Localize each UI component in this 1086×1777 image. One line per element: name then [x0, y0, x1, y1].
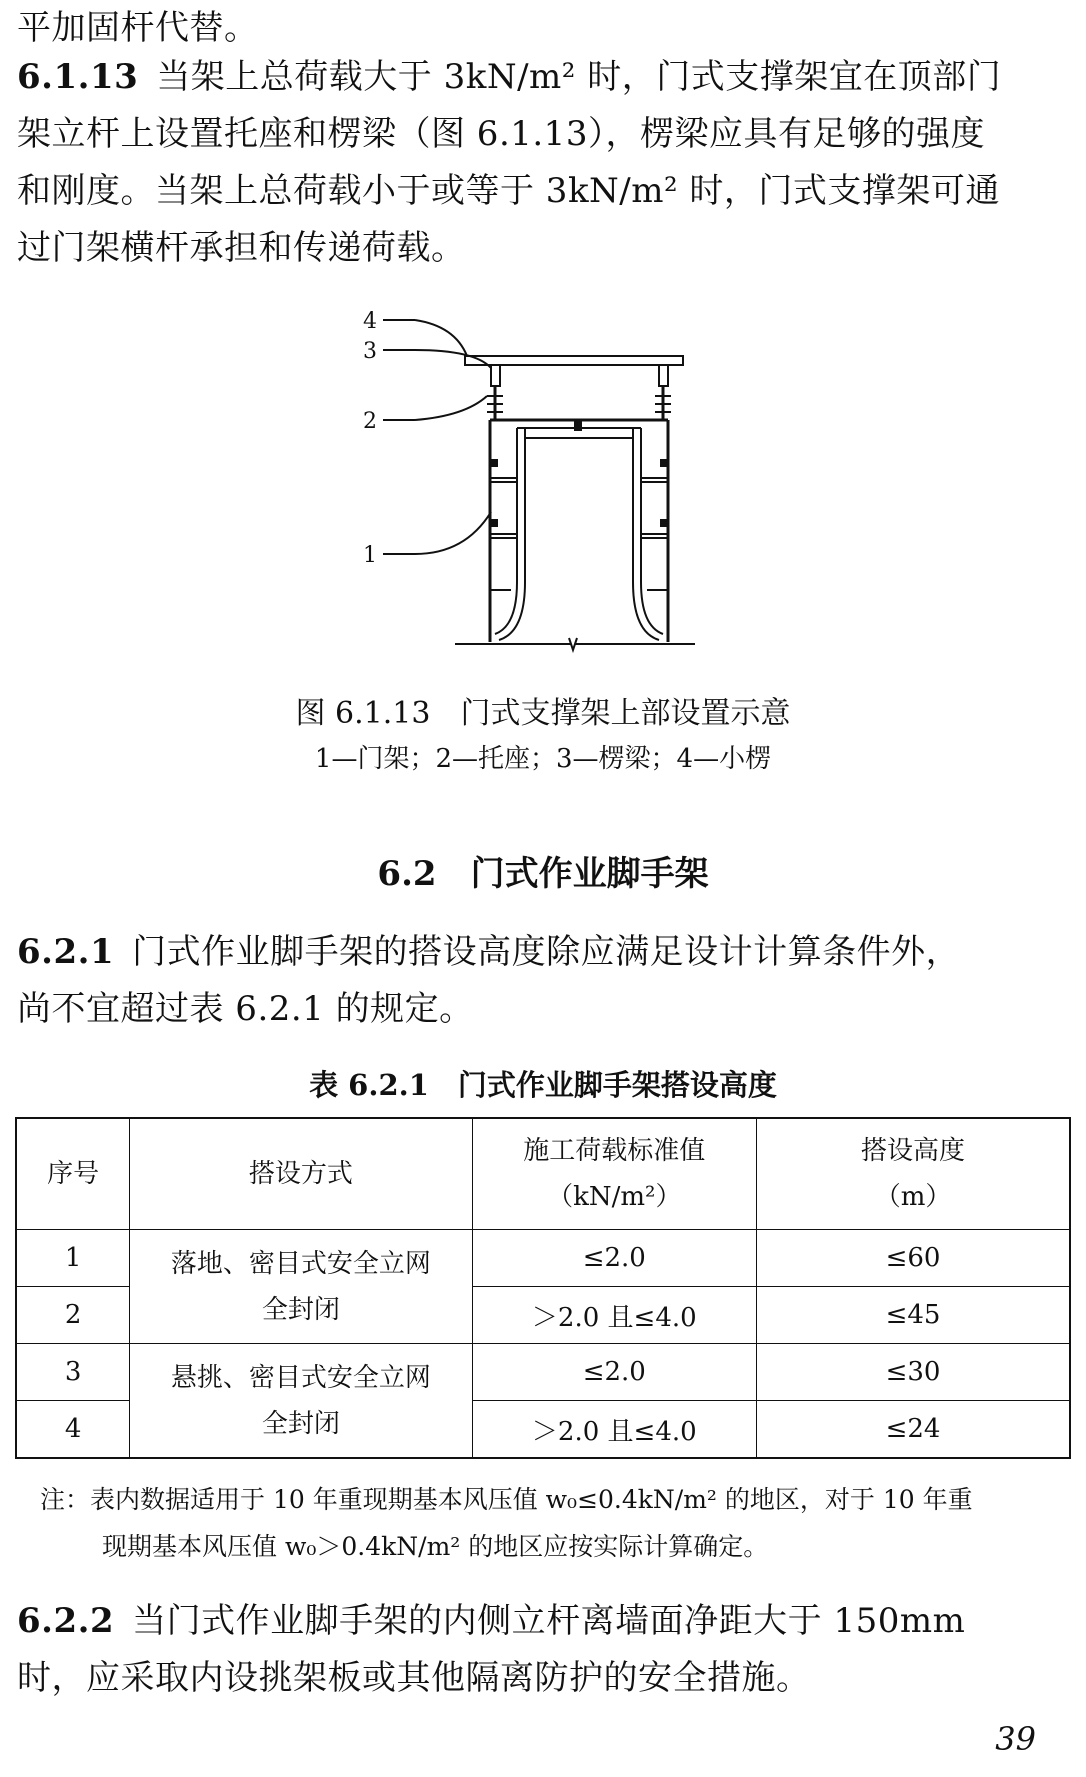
page-number: 39	[995, 1720, 1036, 1758]
clause-number: 6.2.1	[17, 932, 115, 972]
section-heading: 6.2 门式作业脚手架	[377, 854, 709, 894]
figure-label-1: 1	[363, 543, 377, 568]
figure-label-4: 4	[363, 309, 377, 334]
joist-right	[659, 365, 668, 386]
cell-load: ＞2.0 且≤4.0	[472, 1287, 757, 1344]
header-load: 施工荷载标准值 （kN/m²）	[472, 1118, 757, 1230]
text-line: 尚不宜超过表 6.2.1 的规定。	[17, 989, 474, 1029]
cell-height: ≤30	[757, 1344, 1070, 1401]
header-height: 搭设高度 （m）	[757, 1118, 1070, 1230]
cell-no: 4	[16, 1401, 130, 1459]
clause-6-2-1	[17, 924, 1069, 1038]
cell-load: ≤2.0	[472, 1344, 757, 1401]
note-line: 注：表内数据适用于 10 年重现期基本风压值 w₀≤0.4kN/m² 的地区，对于 10 年重	[40, 1485, 973, 1514]
door-frame-support-figure	[363, 292, 705, 682]
cell-load: ＞2.0 且≤4.0	[472, 1401, 757, 1459]
text-line: 平加固杆代替。	[17, 8, 259, 48]
cell-method: 悬挑、密目式安全立网 全封闭	[130, 1344, 472, 1459]
cell-no: 1	[16, 1230, 130, 1287]
table-header-row	[16, 1118, 1070, 1230]
clause-number: 6.1.13	[17, 57, 139, 97]
figure-label-2: 2	[363, 409, 377, 434]
table-title: 表 6.2.1 门式作业脚手架搭设高度	[309, 1068, 777, 1102]
figure-caption: 图 6.1.13 门式支撑架上部设置示意	[295, 696, 791, 731]
cell-method: 落地、密目式安全立网 全封闭	[130, 1230, 472, 1344]
header-method: 搭设方式	[130, 1118, 472, 1230]
clause-number: 6.2.2	[17, 1601, 115, 1641]
small-joist	[465, 356, 683, 365]
cell-height: ≤60	[757, 1230, 1070, 1287]
cell-no: 3	[16, 1344, 130, 1401]
cell-load: ≤2.0	[472, 1230, 757, 1287]
clause-6-2-2	[17, 1593, 1069, 1707]
note-line: 现期基本风压值 w₀＞0.4kN/m² 的地区应按实际计算确定。	[102, 1532, 769, 1561]
height-limit-table	[15, 1117, 1071, 1459]
cell-height: ≤24	[757, 1401, 1070, 1459]
figure-label-3: 3	[363, 339, 377, 364]
text-line: 门式作业脚手架的搭设高度除应满足设计计算条件外，	[132, 932, 961, 972]
table-row	[16, 1344, 1070, 1401]
figure-legend: 1—门架；2—托座；3—楞梁；4—小楞	[314, 744, 772, 774]
joist-left	[491, 365, 500, 386]
text-line: 过门架横杆承担和传递荷载。	[17, 228, 466, 268]
table-note	[40, 1476, 1070, 1570]
text-line: 当架上总荷载大于 3kN/m² 时，门式支撑架宜在顶部门	[156, 57, 1002, 97]
clause-6-1-13	[17, 49, 1069, 277]
text-line: 时，应采取内设挑架板或其他隔离防护的安全措施。	[17, 1658, 811, 1698]
cell-no: 2	[16, 1287, 130, 1344]
table-row	[16, 1230, 1070, 1287]
cell-height: ≤45	[757, 1287, 1070, 1344]
header-no: 序号	[16, 1118, 130, 1230]
text-line: 当门式作业脚手架的内侧立杆离墙面净距大于 150mm	[132, 1601, 966, 1641]
text-line: 和刚度。当架上总荷载小于或等于 3kN/m² 时，门式支撑架可通	[17, 171, 1000, 211]
text-line: 架立杆上设置托座和楞梁（图 6.1.13），楞梁应具有足够的强度	[17, 114, 985, 154]
